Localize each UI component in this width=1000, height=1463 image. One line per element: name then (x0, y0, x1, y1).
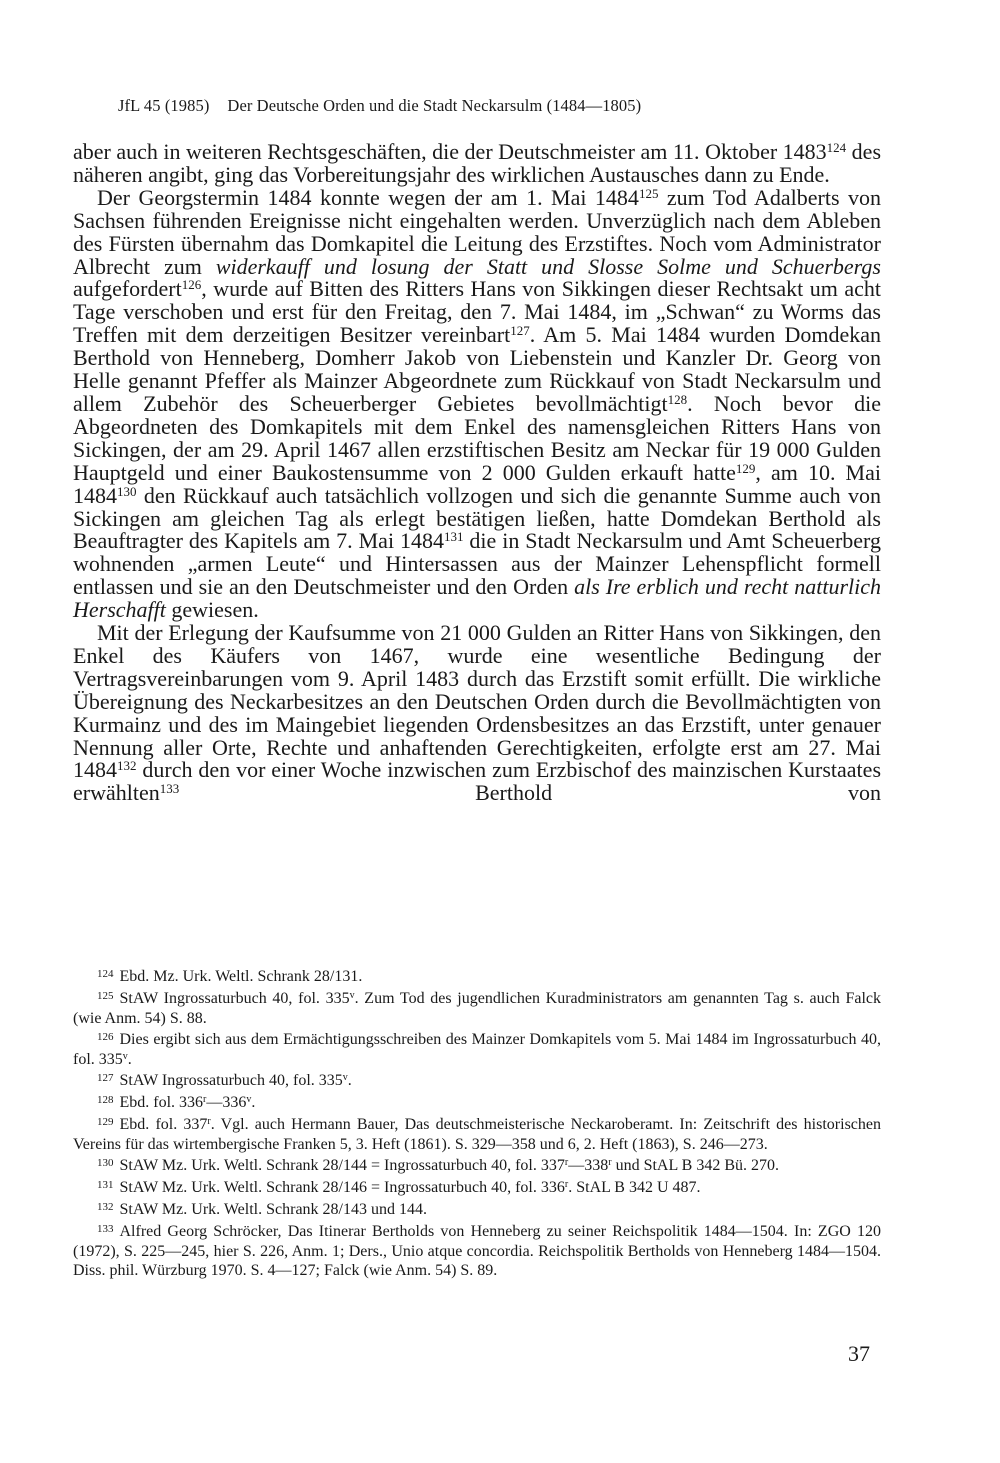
superscript: v (349, 990, 355, 1002)
footnote (73, 1031, 881, 1069)
text-run: Alfred Georg Schröcker, Das Itinerar Bertholds von Henneberg zu seiner Reichspolitik 1484—1504. In: ZGO 120 (1972), S. 225—245, hier S. 226, Anm. 1; Ders., Unio atque concordia. Reichspolitik Bertholds von Henneberg 1484—1504. Diss. phil. Würzburg 1970. S. 4—127; Falck (wie Anm. 54) S. 89. (73, 1223, 881, 1279)
footnote (73, 1072, 881, 1092)
text-run: —336 (206, 1093, 247, 1111)
superscript: r (608, 1156, 612, 1168)
footnote (73, 1116, 881, 1154)
superscript: v (122, 1050, 128, 1062)
footnote-number: 127 (97, 1071, 114, 1084)
superscript: 126 (181, 277, 202, 293)
superscript: 131 (444, 529, 464, 545)
text-run: Ebd. fol. 336 (119, 1093, 204, 1111)
text-run: . (127, 1050, 132, 1068)
text-run: Ebd. fol. 337 (119, 1116, 208, 1134)
superscript: v (342, 1071, 348, 1083)
footnote (73, 990, 881, 1028)
text-run: StAW Ingrossaturbuch 40, fol. 335 (119, 1071, 343, 1089)
superscript: 132 (117, 758, 137, 774)
footnote (73, 1157, 881, 1177)
text-run: . StAL B 342 U 487. (568, 1179, 701, 1197)
superscript: 127 (510, 323, 530, 339)
superscript: 128 (667, 391, 688, 407)
footnote (73, 1201, 881, 1221)
text-run: durch den vor einer Woche inzwischen zum Erzbischof des mainzischen Kurstaates erwählten (73, 757, 881, 806)
superscript: 133 (159, 781, 180, 797)
footnotes (73, 968, 881, 1283)
footnote (73, 1179, 881, 1199)
superscript: r (564, 1156, 569, 1168)
text-run: Der Georgstermin 1484 konnte wegen der am 1. Mai 1484 (97, 184, 639, 210)
text-run: StAW Mz. Urk. Weltl. Schrank 28/146 = Ingrossaturbuch 40, fol. 336 (119, 1179, 565, 1197)
text-run: , am 10. Mai 1484 (73, 459, 881, 508)
text-run: Dies ergibt sich aus dem Ermächtigungsschreiben des Mainzer Domkapitels vom 5. Mai 1484 im Ingrossaturbuch 40, fol. 335 (73, 1030, 881, 1068)
text-run: zum Tod Adalberts von Sachsen führenden Ereignisse nicht eingehalten werden. Unverzüglich nach dem Ableben des Fürsten übernahm das Domkapitel die Leitung des Erzstiftes. Noch vom Administrator Albrecht zum (73, 184, 881, 279)
superscript: 125 (638, 185, 659, 201)
text-run: . (251, 1093, 256, 1111)
superscript: 130 (117, 483, 137, 499)
footnote-number: 133 (97, 1223, 114, 1236)
journal-reference: JfL 45 (1985) (118, 96, 210, 115)
superscript: r (203, 1093, 207, 1105)
footnote-number: 124 (97, 968, 114, 980)
text-run: den Rückkauf auch tatsächlich vollzogen und sich die genannte Summe auch von Sickingen am gleichen Tag als erlegt bestätigen ließen, hatte Domdekan Berthold als Beauftragter des Kapitels am 7. Mai 1484 (73, 482, 881, 554)
text-run: , wurde auf Bitten des Ritters Hans von Sikkingen dieser Rechtsakt um acht Tage verschoben und erst für den Freitag, den 7. Mai 1484, im „Schwan“ zu Worms das Treffen mit dem derzeitigen Besitzer vereinbart (73, 276, 881, 348)
article-title: Der Deutsche Orden und die Stadt Neckarsulm (1484—1805) (227, 96, 642, 115)
text-run: aber auch in weiteren Rechtsgeschäften, die der Deutschmeister am 11. Oktober 1483 (73, 139, 827, 164)
text-run: . Am 5. Mai 1484 wurden Domdekan Berthold von Henneberg, Domherr Jakob von Liebenstein und Kanzler Dr. Georg von Helle genannt Pfeffer als Mainzer Abgeordnete zum Rückkauf von Stadt Neckarsulm und allem Zubehör des Scheuerberger Gebietes bevollmächtigt (73, 322, 881, 416)
footnote-number: 126 (97, 1030, 114, 1043)
superscript: r (207, 1116, 211, 1128)
text-run: Ebd. Mz. Urk. Weltl. Schrank 28/131. (119, 968, 363, 985)
text-run: und StAL B 342 Bü. 270. (611, 1156, 779, 1174)
italic-quote: widerkauff und losung der Statt und Slosse Solme und Schuerbergs (215, 253, 881, 279)
superscript: v (246, 1093, 252, 1105)
footnote-number: 132 (97, 1201, 114, 1214)
text-run: StAW Mz. Urk. Weltl. Schrank 28/144 = Ingrossaturbuch 40, fol. 337 (119, 1156, 565, 1174)
text-run: gewiesen. (165, 597, 259, 623)
text-run: Mit der Erlegung der Kaufsumme von 21 000 Gulden an Ritter Hans von Sikkingen, den Enkel des Käufers von 1467, wurde eine wesentliche Bedingung der Vertragsvereinbarungen vom 9. April 1483 durch das Erzstift somit erfüllt. Die wirkliche Übereignung des Neckarbesitzes an den Deutschen Orden durch die Bevollmächtigten von Kurmainz und des im Maingebiet liegenden Ordensbesitzes an das Erzstift, unter genauer Nennung aller Orte, Rechte und anhaftenden Gerechtigkeiten, erfolgte erst am 27. Mai 1484 (73, 620, 881, 783)
superscript: 124 (826, 140, 847, 155)
text-run: Berthold von (179, 780, 881, 806)
footnote-number: 125 (97, 990, 114, 1003)
footnote (73, 1094, 881, 1114)
footnote (73, 1223, 881, 1280)
text-run: . Vgl. auch Hermann Bauer, Das deutschmeisterische Neckaroberamt. In: Zeitschrift des historischen Vereins für das wirtembergische Franken 5, 3. Heft (1861). S. 329—358 und 6, 2. Heft (1863), S. 246—273. (73, 1116, 882, 1153)
footnote-number: 129 (97, 1116, 114, 1129)
text-run: des näheren angibt, ging das Vorbereitungsjahr des wirklichen Austausches dann zu Ende. (73, 139, 882, 187)
footnote (73, 968, 881, 988)
text-run: die in Stadt Neckarsulm und Amt Scheuerberg wohnenden „armen Leute“ und Hintersassen aus der Mainzer Lehenspflicht formell entlassen und sie an den Deutschmeister und den Orden (73, 528, 881, 600)
text-run: . Zum Tod des jugendlichen Kuradministrators am genannten Tag s. auch Falck (wie Anm. 54) S. 88. (73, 990, 882, 1027)
superscript: 129 (735, 460, 756, 476)
footnote-number: 131 (97, 1179, 114, 1192)
text-run: . (347, 1071, 352, 1089)
body-text (73, 141, 881, 805)
paragraph (73, 622, 881, 805)
text-run: StAW Mz. Urk. Weltl. Schrank 28/143 und 144. (119, 1201, 427, 1219)
running-head (118, 96, 641, 116)
text-run: —338 (568, 1156, 609, 1174)
footnote-number: 128 (97, 1093, 114, 1106)
footnote-number: 130 (97, 1156, 114, 1169)
italic-quote: als Ire erblich und recht natturlich Herschafft (73, 574, 881, 623)
paragraph (73, 141, 881, 187)
paragraph (73, 184, 882, 623)
page-number: 37 (848, 1341, 870, 1366)
text-run: StAW Ingrossaturbuch 40, fol. 335 (119, 990, 350, 1008)
text-run: aufgefordert (73, 276, 182, 302)
text-run: . Noch bevor die Abgeordneten des Domkapitels mit dem Enkel des namensgleichen Ritters Hans von Sickingen, der am 29. April 1467 allen erzstiftischen Besitz am Neckar für 19 000 Gulden Hauptgeld und einer Baukostensumme von 2 000 Gulden erkauft hatte (73, 390, 882, 485)
superscript: r (564, 1179, 569, 1191)
